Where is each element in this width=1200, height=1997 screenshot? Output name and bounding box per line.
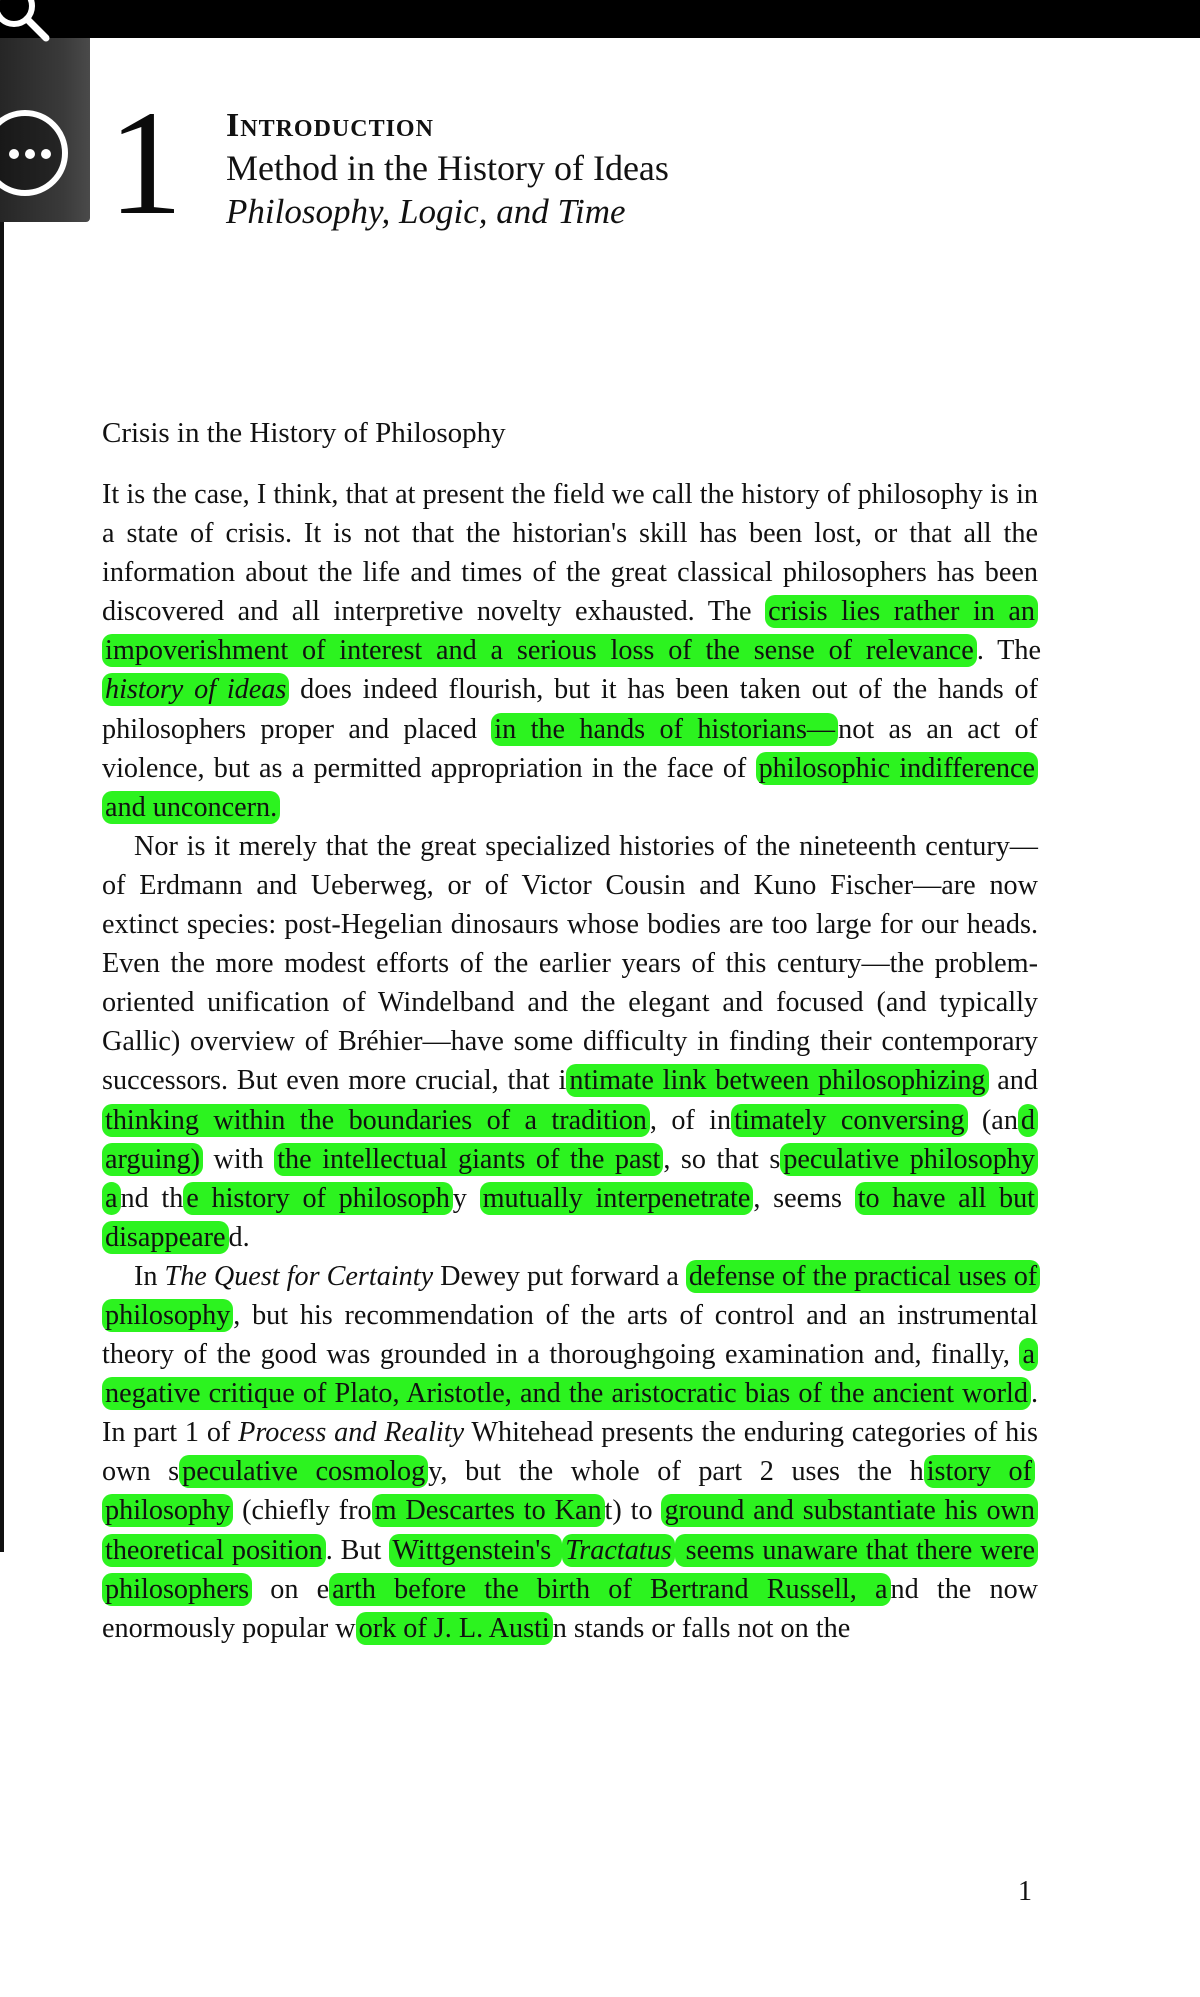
text-run: n stands or falls not on the [552,1612,851,1644]
paragraph-2 [102,827,1038,1257]
text-run: y, but the whole of part 2 uses the h [428,1456,924,1488]
text-run: Dewey put forward a [433,1260,686,1292]
text-run: , of in [649,1104,732,1136]
search-icon[interactable] [0,0,64,50]
text-run: d. [228,1221,250,1253]
text-run: on e [252,1573,330,1605]
highlighted-text[interactable]: ork of J. L. Austi [356,1612,553,1645]
page-number: 1 [1018,1876,1032,1907]
highlighted-text[interactable]: ntimate link between philosophizing [566,1064,988,1097]
chapter-subtitle: Philosophy, Logic, and Time [226,192,626,231]
text-run: does indeed flourish, but it has been taken out of the hands of philosophers proper and placed [102,674,1038,745]
text-run: , but his recommendation of the arts of control and an instrumental theory of the good was grounded in a thoroughgoing examination and, finally, [102,1299,1038,1371]
highlighted-text[interactable]: Wittgenstein's [389,1534,562,1567]
highlighted-text[interactable]: in the hands of historians— [491,713,838,746]
text-run: Process and Reality [238,1417,465,1449]
text-run: Whitehead presents the enduring categories of his own s [102,1417,1038,1488]
paragraph-1 [102,475,1041,827]
body-text [102,475,1041,1648]
highlighted-text[interactable]: seems unaware that there were philosophers [102,1534,1038,1606]
highlighted-text[interactable]: thinking within the boundaries of a tradition [102,1104,650,1137]
chapter-title: Method in the History of Ideas [226,148,669,188]
text-run: , seems [753,1182,855,1214]
text-run: . In part 1 of [102,1378,1038,1449]
highlighted-text[interactable]: crisis lies rather in an impoverishment of interest and a serious loss of the sense of relevance [102,595,1038,667]
text-run: not as an act of violence, but as a permitted appropriation in the face of [102,713,1038,784]
more-options-icon [0,144,60,164]
text-run: , so that s [663,1143,781,1175]
highlighted-text[interactable]: to have all but disappeare [102,1182,1038,1254]
text-run: Nor is it merely that the great specialized histories of the nineteenth century—of Erdmann and Ueberweg, or of Victor Cousin and Kuno Fischer—are now extinct species: post-Hegelian dinosaurs whose bodies are too large for our heads. Even the more modest efforts of the earlier years of this century—the problem-oriented unification of Windelband and the elegant and focused (and typically Gallic) overview of Bréhier—have some difficulty in finding their contemporary successors. But even more crucial, that i [102,830,1038,1097]
text-run: t) to [604,1495,662,1527]
highlighted-text[interactable]: e history of philosoph [183,1182,453,1215]
text-run: The Quest for Certainty [164,1260,434,1292]
highlighted-text[interactable]: Tractatus [562,1534,675,1567]
text-run: . The [976,635,1041,667]
text-run: (chiefly fro [233,1495,372,1527]
paragraph-3 [102,1257,1038,1648]
text-run: y [452,1182,480,1214]
text-run: (an [967,1104,1018,1136]
chapter-header [226,106,1126,234]
text-run: nd th [120,1182,184,1214]
chapter-label: Introduction [226,107,434,144]
highlighted-text[interactable]: m Descartes to Kan [372,1494,605,1527]
section-heading: Crisis in the History of Philosophy [102,417,506,449]
highlighted-text[interactable]: arth before the birth of Bertrand Russell, a [329,1573,890,1606]
side-edge-line [0,222,4,1552]
text-run: It is the case, I think, that at present the field we call the history of philosophy is in a state of crisis. It is not that the historian's skill has been lost, or that all the information about the life and times of the great classical philosophers has been discovered and all interpretive novelty exhausted. The [102,479,1038,628]
highlighted-text[interactable]: peculative cosmolog [179,1455,428,1488]
highlighted-text[interactable]: peculative philosophy a [102,1143,1038,1215]
highlighted-text[interactable]: history of ideas [102,673,289,706]
highlighted-text[interactable]: ground and substantiate his own theoretical position [102,1494,1038,1566]
text-run: with [202,1143,275,1175]
text-run: In [134,1260,165,1292]
highlighted-text[interactable]: mutually interpenetrate [480,1182,754,1215]
top-toolbar [0,0,1200,38]
chapter-number: 1 [108,80,183,246]
highlighted-text[interactable]: timately conversing [731,1104,967,1137]
text-run: . But [325,1534,390,1566]
highlighted-text[interactable]: a negative critique of Plato, Aristotle, and the aristocratic bias of the ancient world [102,1338,1038,1410]
text-run: and [988,1065,1038,1097]
highlighted-text[interactable]: the intellectual giants of the past [274,1143,663,1176]
highlighted-text[interactable]: d arguing) [102,1104,1038,1176]
highlighted-text[interactable]: philosophic indifference and unconcern. [102,752,1038,824]
highlighted-text[interactable]: defense of the practical uses of philosophy [102,1260,1040,1332]
text-run: nd the now enormously popular w [102,1573,1039,1644]
highlighted-text[interactable]: istory of philosophy [102,1455,1035,1527]
